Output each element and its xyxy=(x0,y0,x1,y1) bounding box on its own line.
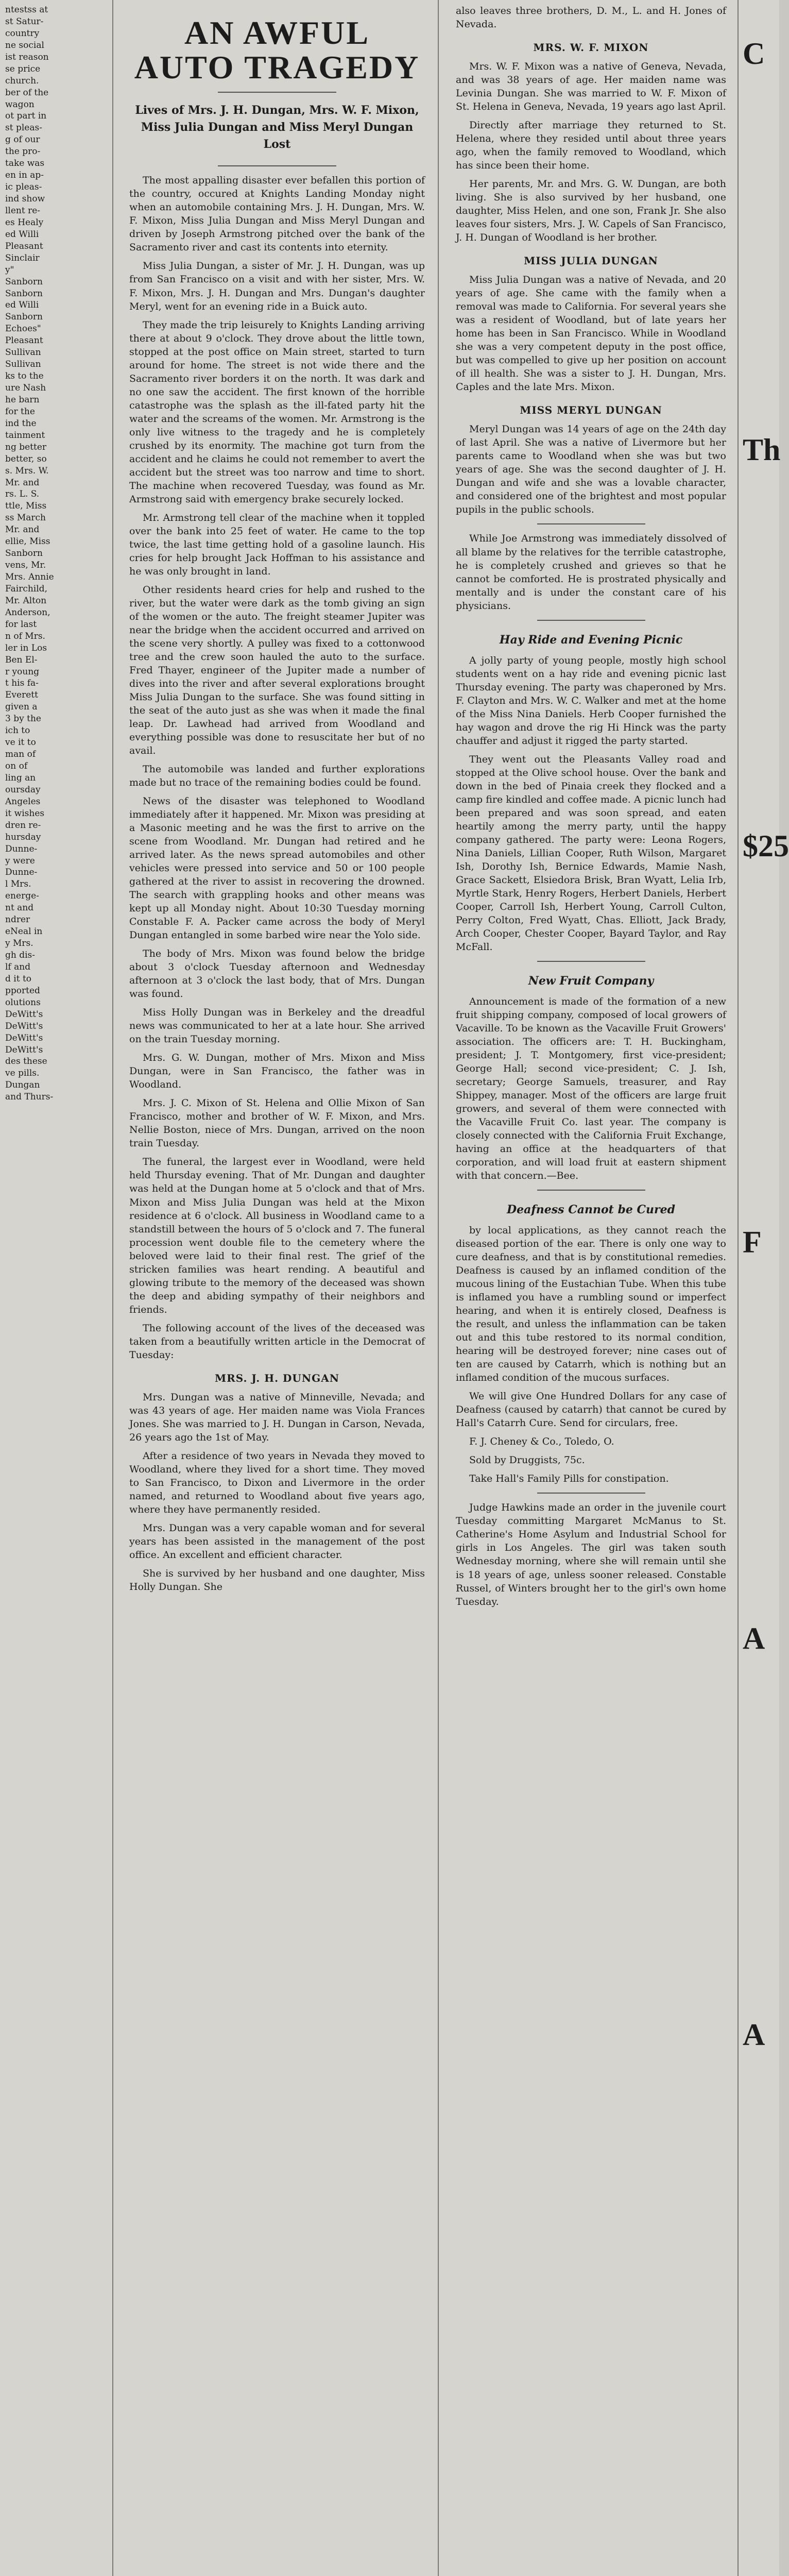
paragraph: Directly after marriage they returned to St. Helena, where they resided until about three years ago, when the family removed to Woodland, which has since been their home. xyxy=(456,120,726,172)
paragraph: Sold by Druggists, 75c. xyxy=(469,1454,585,1466)
meryl-obituary xyxy=(456,422,726,516)
paragraph: Miss Julia Dungan, a sister of Mr. J. H. Dungan, was up from San Francisco on a visit and with her sister, Mrs. W. F. Mixon, Mrs. J. H. Dungan and Mrs. Dungan's daughter Meryl, went for an evening ride in a Buick auto. xyxy=(129,260,425,312)
left-column xyxy=(0,0,108,2576)
text-fragment: des these xyxy=(5,1056,47,1067)
text-fragment: DeWitt's xyxy=(5,1044,43,1055)
column-rule xyxy=(438,0,439,2576)
text-fragment: vens, Mr. xyxy=(5,560,46,571)
text-fragment: ellie, Miss xyxy=(5,536,50,547)
divider xyxy=(537,523,645,524)
paragraph: also leaves three brothers, D. M., L. and H. Jones of Nevada. xyxy=(456,5,726,30)
text-fragment: lf and xyxy=(5,961,31,972)
armstrong-paragraph: While Joe Armstrong was immediately dissolved of all blame by the relatives for the terrible catastrophe, he is completely crushed and grieves so that he cannot be comforted. He is prostrated physically and mentally and is under the constant care of his physicians. xyxy=(456,533,726,612)
text-fragment: ve pills. xyxy=(5,1068,40,1079)
text-fragment: Sullivan xyxy=(5,347,41,358)
text-fragment: ttle, Miss xyxy=(5,501,47,512)
divider xyxy=(537,1493,645,1494)
text-fragment: r young xyxy=(5,666,40,677)
text-fragment: Dungan xyxy=(5,1080,40,1091)
divider xyxy=(537,1190,645,1191)
text-fragment: Sinclair xyxy=(5,252,40,263)
paragraph: After a residence of two years in Nevada they moved to Woodland, where they lived for a short time. They moved to San Francisco, to Dixon and Livermore in the order named, and returned to Woodland about five years ago, where they have permanently resided. xyxy=(129,1450,425,1515)
text-fragment: church. xyxy=(5,75,39,86)
text-fragment: Sullivan xyxy=(5,359,41,370)
text-fragment: Mrs. Annie xyxy=(5,572,54,582)
paragraph: by local applications, as they cannot reach the diseased portion of the ear. There is only one way to cure deafness, and that is by constitutional remedies. Deafness is caused by an inflamed condition of the mucous lining of the Eustachian Tube. When this tube is inflamed you have a rumbling sound or imperfect hearing, and when it is entirely closed, Deafness is the result, and unless the inflammation can be taken out and this tube restored to its normal condition, hearing will be destroyed forever; nine cases out of ten are caused by Catarrh, which is nothing but an inflamed condition of the mucous surfaces. xyxy=(456,1225,726,1384)
text-fragment: eNeal in xyxy=(5,926,43,937)
text-fragment: Pleasant xyxy=(5,241,43,251)
text-fragment: given a xyxy=(5,702,38,713)
text-fragment: take was xyxy=(5,158,45,169)
text-fragment: wagon xyxy=(5,99,35,110)
paragraph: The most appalling disaster ever befallen this portion of the country, occured at Knights Landing Monday night when an automobile containing Mrs. J. H. Dungan, Mrs. W. F. Mixon, Miss Julia Dungan and Miss Meryl Dungan and driven by Joseph Armstrong pitched over the bank of the Sacramento river and cast its contents into eternity. xyxy=(129,175,425,253)
text-fragment: ne social xyxy=(5,40,44,50)
text-fragment: llent re- xyxy=(5,205,41,216)
text-fragment: ber of the xyxy=(5,87,49,98)
text-fragment: pported xyxy=(5,985,40,996)
text-fragment: Sanborn xyxy=(5,288,43,299)
text-fragment: y were xyxy=(5,855,35,866)
heading-hay-ride: Hay Ride and Evening Picnic xyxy=(499,633,683,647)
julia-obituary xyxy=(456,273,726,394)
text-fragment: DeWitt's xyxy=(5,1032,43,1043)
divider xyxy=(537,620,645,621)
text-fragment: ich to xyxy=(5,725,30,736)
edge-fragment: A xyxy=(743,2018,765,2052)
text-fragment: Mr. and xyxy=(5,524,40,535)
hay-ride-article xyxy=(456,654,726,954)
text-fragment: Dunne- xyxy=(5,867,38,878)
text-fragment: Everett xyxy=(5,690,38,701)
text-fragment: Angeles xyxy=(5,796,41,807)
text-fragment: it wishes xyxy=(5,808,45,819)
mixon-obituary xyxy=(456,60,726,244)
text-fragment: l Mrs. xyxy=(5,879,31,890)
paragraph: Her parents, Mr. and Mrs. G. W. Dungan, are both living. She is also survived by her husband, one daughter, Miss Helen, and one son, Frank Jr. She also leaves four sisters, Mrs. J. W. Capels of San Francisco, J. H. Dungan of Woodland is her brother. xyxy=(456,178,726,244)
text-fragment: st Satur- xyxy=(5,16,44,27)
edge-fragment: C xyxy=(743,37,765,71)
main-article xyxy=(116,0,435,2576)
text-fragment: tainment xyxy=(5,430,45,440)
text-fragment: s. Mrs. W. xyxy=(5,465,49,476)
article-body xyxy=(129,174,425,1361)
text-fragment: Sanborn xyxy=(5,276,43,287)
text-fragment: dren re- xyxy=(5,820,41,831)
subhead-mrs-dungan: MRS. J. H. DUNGAN xyxy=(214,1371,340,1384)
paragraph: The automobile was landed and further explorations made but no trace of the remaining bodies could be found. xyxy=(129,764,425,789)
paragraph: Mrs. Dungan was a native of Minneville, Nevada; and was 43 years of age. Her maiden name was Viola Frances Jones. She was married to J. H. Dungan in Carson, Nevada, 26 years ago the 1st of May. xyxy=(129,1391,425,1443)
text-fragment: ntestss at xyxy=(5,5,48,15)
text-fragment: ks to the xyxy=(5,371,44,382)
court-paragraph: Judge Hawkins made an order in the juvenile court Tuesday committing Margaret McManus to St. Catherine's Home Asylum and Industrial School for girls in Los Angeles. The girl was taken south Wednesday morning, where she will remain until she is 18 years of age, unless sooner released. Constable Russel, of Winters brought her to the girl's own home Tuesday. xyxy=(456,1502,726,1607)
text-fragment: y" xyxy=(5,264,14,275)
text-fragment: Sanborn xyxy=(5,312,43,323)
text-fragment: DeWitt's xyxy=(5,1009,43,1020)
text-fragment: oursday xyxy=(5,784,41,795)
text-fragment: man of xyxy=(5,749,36,760)
intro-text xyxy=(456,4,726,31)
text-fragment: ot part in xyxy=(5,111,47,122)
text-fragment: Anderson, xyxy=(5,607,50,618)
paragraph: The body of Mrs. Mixon was found below the bridge about 3 o'clock Tuesday afternoon and Wednesday afternoon at 3 o'clock the last body, that of Mrs. Dungan was found. xyxy=(129,948,425,1000)
text-fragment: gh dis- xyxy=(5,950,36,960)
text-fragment: Mr. and xyxy=(5,477,40,488)
text-fragment: ed Willi xyxy=(5,229,39,240)
text-fragment: ic pleas- xyxy=(5,182,42,193)
text-fragment: ure Nash xyxy=(5,383,46,393)
edge-fragment: F xyxy=(743,1225,762,1259)
text-fragment: hursday xyxy=(5,832,41,842)
column-rule xyxy=(112,0,113,2576)
edge-column xyxy=(740,0,789,2576)
divider xyxy=(218,165,336,166)
text-fragment: en in ap- xyxy=(5,170,44,181)
paragraph: They went out the Pleasants Valley road and stopped at the Olive school house. Over the bank and down in the bed of Pinaia creek they flocked and a camp fire kindled and coffee made. A picnic lunch had been prepared and was soon spread, and eaten heartily among the merry party, until the happy company gathered. The party were: Leona Rogers, Nina Daniels, Lillian Cooper, Ruth Wilson, Margaret Ish, Dorothy Ish, Bernice Edwards, Mamie Nash, Grace Sackett, Elsiedora Brisk, Bran Wyatt, Lelia Irb, Myrtle Stark, Henry Rogers, Herbert Daniels, Herbert Cooper, Carroll Ish, Herbert Young, Carroll Culton, Perry Colton, Fred Wyatt, Chas. Elliott, Jack Brady, Arch Cooper, Chester Cooper, Bayard Taylor, and Ray McFall. xyxy=(456,753,726,953)
paragraph: Mr. Armstrong tell clear of the machine when it toppled over the bank into 25 feet of water. He came to the top twice, the last time getting hold of a gasoline launch. His cries for help brought Jack Hoffman to his assistance and he was only brought in land. xyxy=(129,512,425,577)
paragraph: Miss Holly Dungan was in Berkeley and the dreadful news was communicated to her at a late hour. She arrived on the train Tuesday morning. xyxy=(129,1007,425,1045)
paragraph: Other residents heard cries for help and rushed to the river, but the water were dark as the tomb giving an sign of the women or the auto. The freight steamer Jupiter was near the bridge when the accident occurred and arrived on the scene very shortly. A pulley was fixed to a cottonwood tree and the crew soon hauled the auto to the surface. Fred Thayer, engineer of the Jupiter made a number of dives into the river and after several explorations brought Miss Julia Dungan to the surface. She was found sitting in the seat of the auto just as she was when it made the final leap. Dr. Lawhead had arrived from Woodland and everything possible was done to resuscitate her but of no avail. xyxy=(129,584,425,757)
headline-line-2: AUTO TRAGEDY xyxy=(134,49,420,86)
text-fragment: ndrer xyxy=(5,914,30,925)
text-fragment: ind show xyxy=(5,194,45,204)
edge-fragment: Th xyxy=(743,433,781,467)
text-fragment: ve it to xyxy=(5,737,36,748)
text-fragment: st pleas- xyxy=(5,123,42,133)
text-fragment: Ben El- xyxy=(5,654,38,665)
text-fragment: the pro- xyxy=(5,146,41,157)
edge-fragment: A xyxy=(743,1621,765,1655)
text-fragment: Echoes" xyxy=(5,324,41,334)
text-fragment: olutions xyxy=(5,997,41,1008)
headline-deck: Lives of Mrs. J. H. Dungan, Mrs. W. F. Mixon, Miss Julia Dungan and Miss Meryl Dungan Lost xyxy=(135,104,419,151)
paragraph: The following account of the lives of the deceased was taken from a beautifully written article in the Democrat of Tuesday: xyxy=(129,1322,425,1361)
edge-fragment: $25 xyxy=(743,829,789,863)
paragraph: She is survived by her husband and one daughter, Miss Holly Dungan. She xyxy=(129,1567,425,1592)
fruit-company-article xyxy=(456,995,726,1182)
text-fragment: ist reason xyxy=(5,52,49,62)
text-fragment: he barn xyxy=(5,394,40,405)
paragraph: Mrs. G. W. Dungan, mother of Mrs. Mixon and Miss Dungan, were in San Francisco, the father was in Woodland. xyxy=(129,1052,425,1091)
divider xyxy=(218,92,336,93)
text-fragment: energe- xyxy=(5,891,39,902)
paragraph: We will give One Hundred Dollars for any case of Deafness (caused by catarrh) that cannot be cured by Hall's Catarrh Cure. Send for circulars, free. xyxy=(456,1391,726,1429)
paragraph: Mrs. Dungan was a very capable woman and for several years has been assisted in the management of the post office. An excellent and efficient character. xyxy=(129,1522,425,1561)
headline xyxy=(129,15,425,84)
paragraph: The funeral, the largest ever in Woodland, were held held Thursday evening. That of Mr. Dungan and daughter was held at the Dungan home at 5 o'clock and that of Mrs. Mixon and Miss Julia Dungan was held at the Mixon residence at 6 o'clock. All business in Woodland came to a standstill between the hours of 5 o'clock and 7. The funeral procession went double file to the cemetery where the beloved were laid to their final rest. The grief of the stricken families was heart rending. A beautiful and glowing tribute to the memory of the deceased was shown the deep and abiding sympathy of their neighbors and friends. xyxy=(129,1156,425,1315)
text-fragment: n of Mrs. xyxy=(5,631,45,641)
text-fragment: Dunne- xyxy=(5,843,38,854)
text-fragment: Mr. Alton xyxy=(5,595,47,606)
paragraph: Mrs. J. C. Mixon of St. Helena and Ollie Mixon of San Francisco, mother and brother of W. F. Mixon, and Mrs. Nellie Boston, niece of Mrs. Dungan, arrived on the noon train Tuesday. xyxy=(129,1097,425,1149)
text-fragment: ling an xyxy=(5,772,36,783)
text-fragment: DeWitt's xyxy=(5,1021,43,1031)
text-fragment: Sanborn xyxy=(5,548,43,559)
text-fragment: ng better xyxy=(5,442,47,452)
text-fragment: ss March xyxy=(5,513,46,523)
text-fragment: t his fa- xyxy=(5,678,39,689)
text-fragment: country xyxy=(5,28,40,39)
text-fragment: for last xyxy=(5,619,37,630)
paragraph: They made the trip leisurely to Knights Landing arriving there at about 9 o'clock. They drove about the little town, stopped at the post office on Main street, started to turn around for home. The street is not wide there and the Sacramento river borders it on the north. It was dark and no one saw the accident. The first known of the horrible catastrophe was the splash as the ill-fated party hit the water and the screams of the women. Mr. Armstrong is the only live witness to the tragedy and he is completely crushed by its enormity. The machine got turn from the accident and he claims he could not remember to avert the accident but the street was too narrow and time to short. The machine when recovered Tuesday, was found as Mr. Armstrong said with emergency brake securely locked. xyxy=(129,319,425,505)
heading-fruit-company: New Fruit Company xyxy=(528,974,654,988)
paragraph: News of the disaster was telephoned to Woodland immediately after it happened. Mr. Mixon was presiding at a Masonic meeting and he was the first to arrive on the scene from Woodland. Mr. Dungan had retired and he arrived later. As the news spread automobiles and other vehicles were pressed into service and 50 or 100 people gathered at the river to assist in recovering the drowned. The search with grappling hooks and other means was kept up all Monday night. About 10:30 Tuesday morning Constable F. A. Packer came across the body of Meryl Dungan entangled in some barbed wire near the Yolo side. xyxy=(129,795,425,941)
text-fragment: better, so xyxy=(5,453,47,464)
right-column xyxy=(440,0,736,2576)
divider xyxy=(537,961,645,962)
dungan-obituary xyxy=(129,1391,425,1594)
headline-line-1: AN AWFUL xyxy=(184,14,370,51)
text-fragment: and Thurs- xyxy=(5,1092,54,1103)
text-fragment: es Healy xyxy=(5,217,44,228)
subhead-mrs-mixon: MRS. W. F. MIXON xyxy=(533,41,649,54)
text-fragment: for the xyxy=(5,406,35,417)
text-fragment: nt and xyxy=(5,903,34,913)
paragraph: Miss Julia Dungan was a native of Nevada, and 20 years of age. She came with the family when a removal was made to California. For several years she was a resident of Woodland, but of late years her home has been in San Francisco. While in Woodland she was a very competent deputy in the post office, but was compelled to give up her position on account of ill health. She was a sister to J. H. Dungan, Mrs. Caples and the late Mrs. Mixon. xyxy=(456,274,726,393)
paragraph: F. J. Cheney & Co., Toledo, O. xyxy=(469,1436,614,1448)
text-fragment: y Mrs. xyxy=(5,938,33,949)
text-fragment: d it to xyxy=(5,973,32,984)
paragraph: Announcement is made of the formation of a new fruit shipping company, composed of local growers of Vacaville. To be known as the Vacaville Fruit Growers' association. The officers are: T. H. Buckingham, president; J. T. Montgomery, first vice-president; George Hall; second vice-president; C. J. Ish, secretary; George Samuels, treasurer, and Ray Shippey, manager. Most of the officers are large fruit growers, and several of them were connected with the Vacaville Fruit Co. last year. The company is closely connected with the California Fruit Exchange, having an office at the headquarters of that corporation, and will load fruit at eastern shipment with that concern.—Bee. xyxy=(456,995,726,1182)
text-fragment: rs. L. S. xyxy=(5,489,40,500)
subhead-julia-dungan: MISS JULIA DUNGAN xyxy=(524,255,658,267)
column-rule xyxy=(737,0,739,2576)
text-fragment: ind the xyxy=(5,418,37,429)
text-fragment: se price xyxy=(5,63,41,74)
heading-deafness: Deafness Cannot be Cured xyxy=(507,1203,675,1217)
text-fragment: 3 by the xyxy=(5,714,41,724)
deafness-ad xyxy=(456,1224,726,1485)
text-fragment: Fairchild, xyxy=(5,583,47,594)
subhead-meryl-dungan: MISS MERYL DUNGAN xyxy=(520,404,662,417)
text-fragment: on of xyxy=(5,761,28,771)
paragraph: Mrs. W. F. Mixon was a native of Geneva, Nevada, and was 38 years of age. Her maiden name was Levinia Dungan. She was married to W. F. Mixon of St. Helena in Geneva, Nevada, 19 years ago last April. xyxy=(456,61,726,113)
text-fragment: ed Willi xyxy=(5,300,39,311)
text-fragment: Pleasant xyxy=(5,335,43,346)
paragraph: Meryl Dungan was 14 years of age on the 24th day of last April. She was a native of Livermore but her parents came to Woodland when she was but two years of age. She was the second daughter of J. H. Dungan and wife and she was a lovable character, and considered one of the brightest and most popular pupils in the public schools. xyxy=(456,423,726,516)
paragraph: A jolly party of young people, mostly high school students went on a hay ride and evening picnic last Thursday evening. The party was chaperoned by Mrs. F. Clayton and Mrs. W. C. Walker and met at the home of the Miss Nina Daniels. Herb Cooper furnished the hay wagon and drove the rig Hi Hinck was the party chauffer and adjust it rigged the party started. xyxy=(456,654,726,747)
text-fragment: ler in Los xyxy=(5,642,47,653)
paragraph: Take Hall's Family Pills for constipation. xyxy=(469,1473,669,1485)
text-fragment: g of our xyxy=(5,134,40,145)
